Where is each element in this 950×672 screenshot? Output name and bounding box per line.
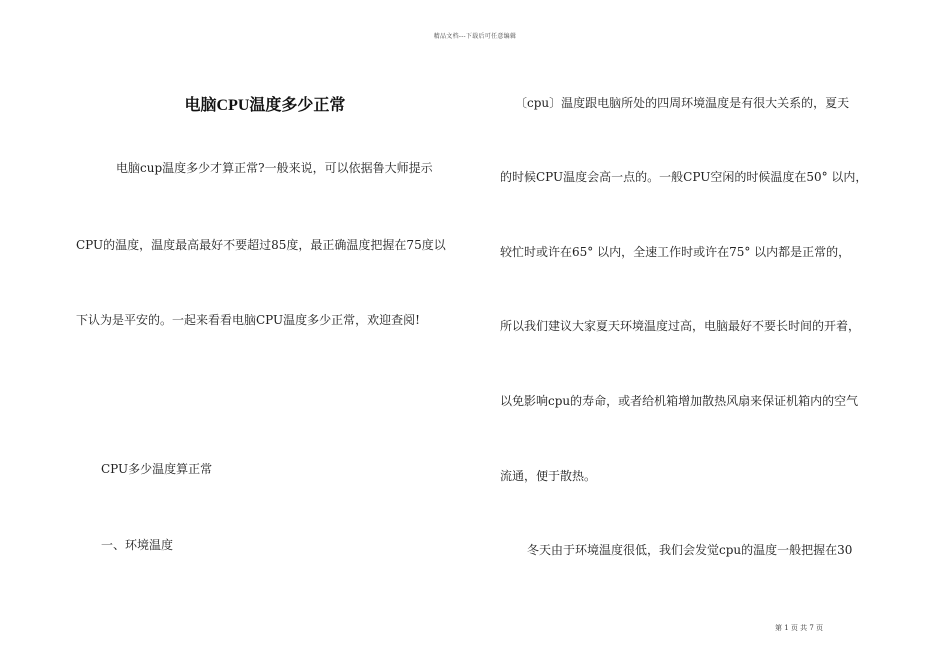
intro-line-3: 下认为是平安的。一起来看看电脑CPU温度多少正常，欢迎查阅! [76,313,420,327]
page-header: 精品文档---下载后可任意编辑 [433,33,517,40]
page-number: 第 1 页 共 7 页 [775,624,824,632]
right-line-3: 较忙时或许在65° 以内，全速工作时或许在75° 以内都是正常的， [500,245,851,259]
subheading-environment-temperature: 一、环境温度 [101,538,174,552]
section-heading: CPU多少温度算正常 [101,462,213,476]
right-line-2: 的时候CPU温度会高一点的。一般CPU空闲的时候温度在50° 以内， [500,170,868,184]
right-line-7: 冬天由于环境温度很低，我们会发觉cpu的温度一般把握在30 [527,543,853,557]
document-title: 电脑CPU温度多少正常 [184,97,346,114]
intro-line-2: CPU的温度，温度最高最好不要超过85度，最正确温度把握在75度以 [76,238,446,252]
intro-line-1: 电脑cup温度多少才算正常?一般来说，可以依据鲁大师提示 [116,161,433,175]
right-line-5: 以免影响cpu的寿命，或者给机箱增加散热风扇来保证机箱内的空气 [500,394,859,408]
right-line-6: 流通，便于散热。 [500,469,597,483]
right-line-1: 〔cpu〕温度跟电脑所处的四周环境温度是有很大关系的，夏天 [515,96,850,110]
right-line-4: 所以我们建议大家夏天环境温度过高，电脑最好不要长时间的开着， [500,319,861,333]
